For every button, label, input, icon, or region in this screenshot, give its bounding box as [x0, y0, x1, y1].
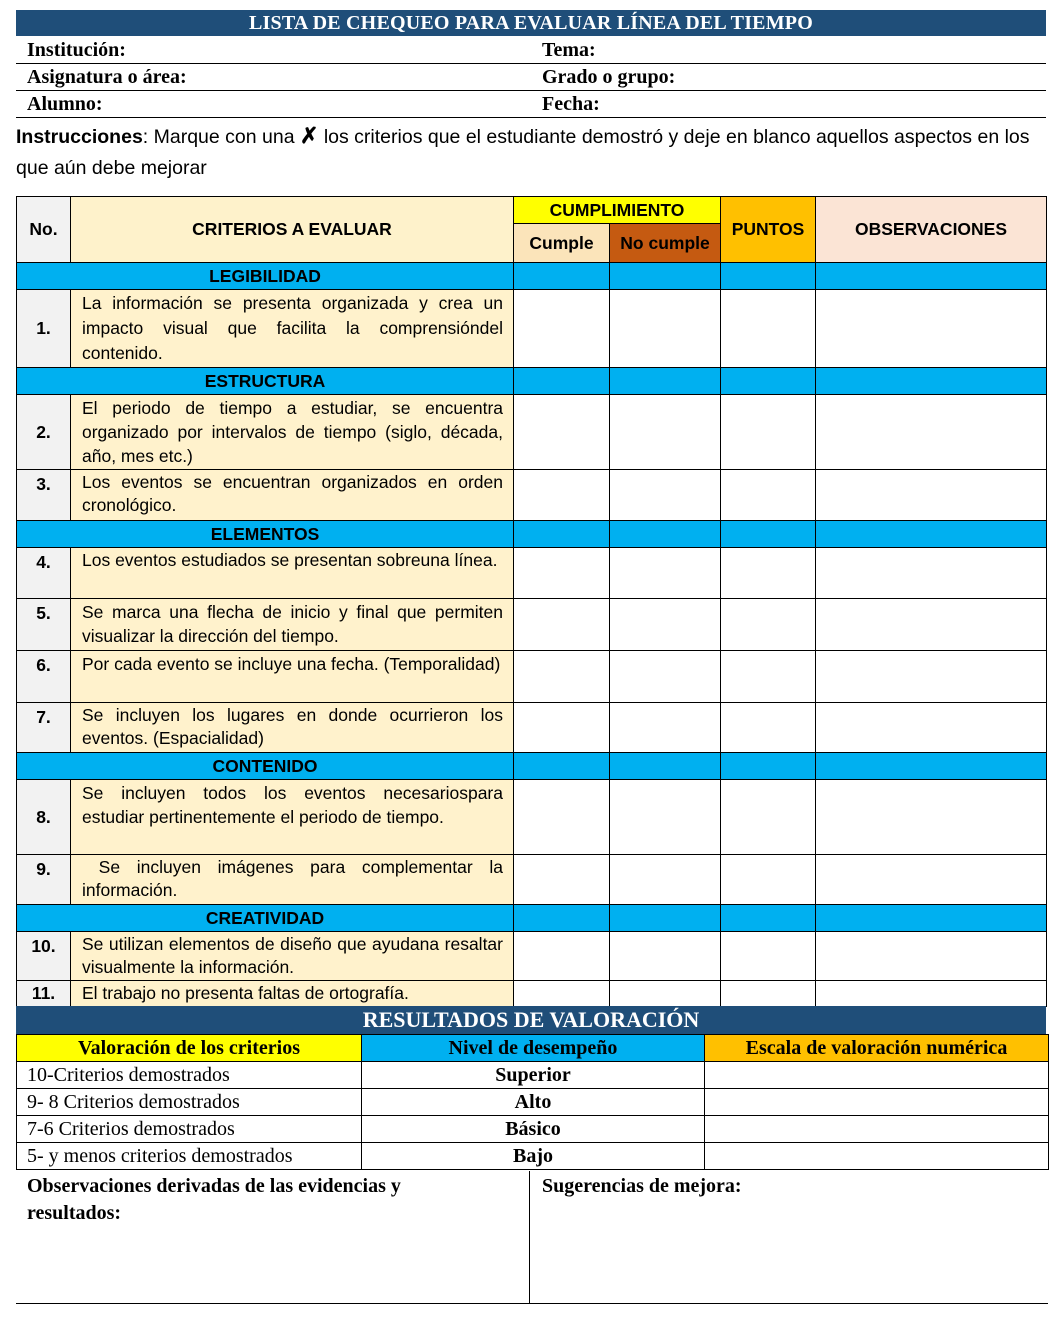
bottom-divider: [529, 1171, 530, 1304]
cumple-cell[interactable]: [514, 855, 610, 905]
criterion-number: 3.: [17, 470, 71, 521]
no-cumple-cell[interactable]: [610, 855, 721, 905]
info-row-asignatura: [16, 64, 1046, 91]
criterion-text: Los eventos estudiados se presentan sobreuna línea.: [71, 548, 514, 599]
criterion-text: El trabajo no presenta faltas de ortografía.: [71, 981, 514, 1007]
observaciones-cell[interactable]: [816, 932, 1047, 981]
cumple-cell[interactable]: [514, 395, 610, 470]
observaciones-cell[interactable]: [816, 855, 1047, 905]
results-criterios: 7-6 Criterios demostrados: [17, 1116, 362, 1143]
instructions-label: Instrucciones: [16, 126, 143, 148]
section-row: [17, 753, 1047, 780]
puntos-cell[interactable]: [721, 470, 816, 521]
observaciones-label: Observaciones derivadas de las evidencias y resultados:: [27, 1175, 401, 1224]
cumple-cell[interactable]: [514, 548, 610, 599]
criterion-row: [17, 855, 1047, 905]
results-header-escala: Escala de valoración numérica: [705, 1035, 1049, 1062]
puntos-cell[interactable]: [721, 290, 816, 368]
bottom-notes: [16, 1171, 1048, 1304]
results-header-criterios: Valoración de los criterios: [17, 1035, 362, 1062]
grado-label: Grado o grupo:: [542, 66, 676, 88]
observaciones-cell[interactable]: [816, 290, 1047, 368]
puntos-cell[interactable]: [721, 395, 816, 470]
no-cumple-cell[interactable]: [610, 981, 721, 1007]
results-escala-cell[interactable]: [705, 1089, 1049, 1116]
cumple-cell[interactable]: [514, 780, 610, 855]
header-no: No.: [17, 197, 71, 263]
criterion-number: 4.: [17, 548, 71, 599]
results-header-nivel: Nivel de desempeño: [362, 1035, 705, 1062]
results-criterios: 10-Criterios demostrados: [17, 1062, 362, 1089]
results-nivel: Superior: [362, 1062, 705, 1089]
criterion-text: Se incluyen los lugares en donde ocurrieron los eventos. (Espacialidad): [71, 703, 514, 753]
header-cumple: Cumple: [514, 224, 610, 263]
criterion-row: [17, 981, 1047, 1007]
cumple-cell[interactable]: [514, 470, 610, 521]
info-row-alumno: [16, 91, 1046, 118]
section-row: [17, 263, 1047, 290]
criterion-row: [17, 548, 1047, 599]
section-row: [17, 368, 1047, 395]
criterion-row: [17, 703, 1047, 753]
section-label: ELEMENTOS: [17, 521, 514, 548]
observaciones-cell[interactable]: [816, 548, 1047, 599]
checklist-table: [16, 196, 1047, 1007]
header-no-cumple: No cumple: [610, 224, 721, 263]
no-cumple-cell[interactable]: [610, 290, 721, 368]
no-cumple-cell[interactable]: [610, 651, 721, 703]
no-cumple-cell[interactable]: [610, 548, 721, 599]
observaciones-cell[interactable]: [816, 981, 1047, 1007]
criterion-row: [17, 932, 1047, 981]
section-label: ESTRUCTURA: [17, 368, 514, 395]
checklist-title: LISTA DE CHEQUEO PARA EVALUAR LÍNEA DEL TIEMPO: [16, 10, 1046, 36]
instructions-text-a: : Marque con una: [142, 126, 300, 148]
puntos-cell[interactable]: [721, 599, 816, 651]
criterion-text: Los eventos se encuentran organizados en orden cronológico.: [71, 470, 514, 521]
puntos-cell[interactable]: [721, 548, 816, 599]
criterion-text: Se incluyen todos los eventos necesariospara estudiar pertinentemente el periodo de tiempo.: [71, 780, 514, 855]
observaciones-cell[interactable]: [816, 599, 1047, 651]
puntos-cell[interactable]: [721, 932, 816, 981]
info-row-institucion: [16, 37, 1046, 64]
no-cumple-cell[interactable]: [610, 932, 721, 981]
criterion-text: El periodo de tiempo a estudiar, se encuentra organizado por intervalos de tiempo (siglo, década, año, mes etc.): [71, 395, 514, 470]
criterion-number: 1.: [17, 290, 71, 368]
criterion-text: Se utilizan elementos de diseño que ayudana resaltar visualmente la información.: [71, 932, 514, 981]
criterion-number: 6.: [17, 651, 71, 703]
no-cumple-cell[interactable]: [610, 395, 721, 470]
criterion-number: 10.: [17, 932, 71, 981]
criterion-row: [17, 290, 1047, 368]
no-cumple-cell[interactable]: [610, 780, 721, 855]
cumple-cell[interactable]: [514, 932, 610, 981]
results-nivel: Básico: [362, 1116, 705, 1143]
results-row: [17, 1089, 1049, 1116]
results-escala-cell[interactable]: [705, 1116, 1049, 1143]
no-cumple-cell[interactable]: [610, 470, 721, 521]
instructions: [16, 120, 1046, 184]
results-table: [16, 1034, 1049, 1170]
criterion-row: [17, 651, 1047, 703]
puntos-cell[interactable]: [721, 651, 816, 703]
results-nivel: Alto: [362, 1089, 705, 1116]
no-cumple-cell[interactable]: [610, 599, 721, 651]
tema-label: Tema:: [542, 39, 596, 61]
results-criterios: 5- y menos criterios demostrados: [17, 1143, 362, 1170]
cumple-cell[interactable]: [514, 651, 610, 703]
cumple-cell[interactable]: [514, 981, 610, 1007]
x-mark-icon: ✗: [299, 123, 319, 148]
cumple-cell[interactable]: [514, 703, 610, 753]
observaciones-cell[interactable]: [816, 395, 1047, 470]
results-criterios: 9- 8 Criterios demostrados: [17, 1089, 362, 1116]
section-label: CREATIVIDAD: [17, 905, 514, 932]
puntos-cell[interactable]: [721, 855, 816, 905]
puntos-cell[interactable]: [721, 780, 816, 855]
observaciones-cell[interactable]: [816, 703, 1047, 753]
criterion-text: Por cada evento se incluye una fecha. (Temporalidad): [71, 651, 514, 703]
puntos-cell[interactable]: [721, 703, 816, 753]
fecha-label: Fecha:: [542, 93, 600, 115]
criterion-number: 11.: [17, 981, 71, 1007]
criterion-text: Se incluyen imágenes para complementar la información.: [71, 855, 514, 905]
criterion-number: 9.: [17, 855, 71, 905]
asignatura-label: Asignatura o área:: [27, 66, 187, 88]
criterion-row: [17, 395, 1047, 470]
header-criterios: CRITERIOS A EVALUAR: [71, 197, 514, 263]
header-observaciones: OBSERVACIONES: [816, 197, 1047, 263]
criterion-number: 2.: [17, 395, 71, 470]
results-row: [17, 1062, 1049, 1089]
no-cumple-cell[interactable]: [610, 703, 721, 753]
puntos-cell[interactable]: [721, 981, 816, 1007]
alumno-label: Alumno:: [27, 93, 103, 115]
institucion-label: Institución:: [27, 39, 126, 61]
cumple-cell[interactable]: [514, 599, 610, 651]
header-cumplimiento: CUMPLIMIENTO: [514, 197, 721, 224]
results-title: RESULTADOS DE VALORACIÓN: [16, 1006, 1046, 1034]
criterion-number: 8.: [17, 780, 71, 855]
section-row: [17, 905, 1047, 932]
observaciones-cell[interactable]: [816, 470, 1047, 521]
criterion-row: [17, 470, 1047, 521]
observaciones-cell[interactable]: [816, 780, 1047, 855]
section-row: [17, 521, 1047, 548]
header-puntos: PUNTOS: [721, 197, 816, 263]
criterion-text: Se marca una flecha de inicio y final que permiten visualizar la dirección del tiempo.: [71, 599, 514, 651]
criterion-number: 5.: [17, 599, 71, 651]
results-escala-cell[interactable]: [705, 1062, 1049, 1089]
criterion-row: [17, 599, 1047, 651]
results-nivel: Bajo: [362, 1143, 705, 1170]
sugerencias-label: Sugerencias de mejora:: [542, 1175, 742, 1197]
instructions-text-b: los criterios que el estudiante demostró y deje en blanco aquellos aspectos en los que aún debe mejorar: [16, 126, 1030, 179]
results-row: [17, 1143, 1049, 1170]
observaciones-cell[interactable]: [816, 651, 1047, 703]
criterion-text: La información se presenta organizada y crea un impacto visual que facilita la comprensióndel contenido.: [71, 290, 514, 368]
cumple-cell[interactable]: [514, 290, 610, 368]
criterion-number: 7.: [17, 703, 71, 753]
section-label: LEGIBILIDAD: [17, 263, 514, 290]
results-row: [17, 1116, 1049, 1143]
results-escala-cell[interactable]: [705, 1143, 1049, 1170]
criterion-row: [17, 780, 1047, 855]
section-label: CONTENIDO: [17, 753, 514, 780]
